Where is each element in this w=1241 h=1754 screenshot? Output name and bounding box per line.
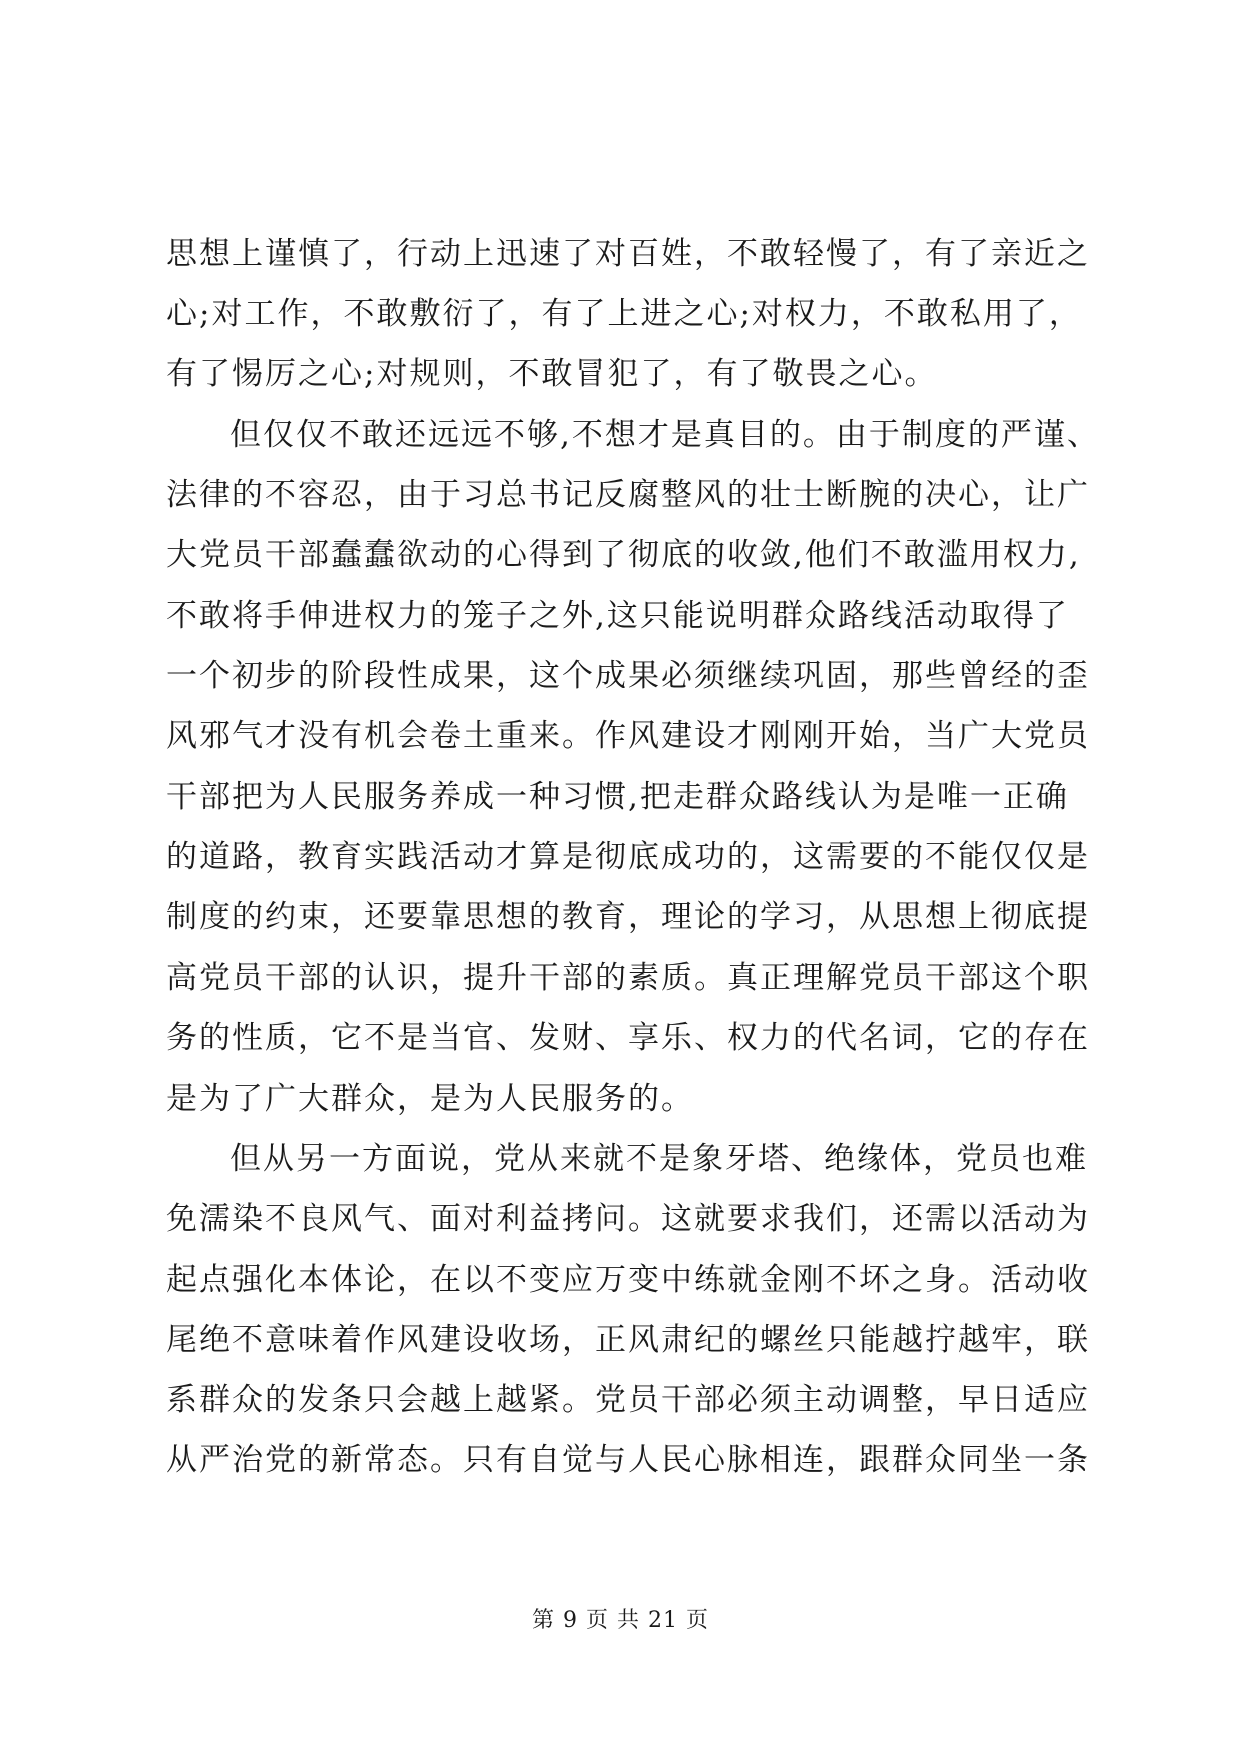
body-line: 干部把为人民服务养成一种习惯,把走群众路线认为是唯一正确	[166, 779, 1069, 815]
body-line: 风邪气才没有机会卷土重来。作风建设才刚刚开始，当广大党员	[166, 718, 1090, 754]
page-number-footer: 第 9 页 共 21 页	[532, 1608, 709, 1633]
body-line: 不敢将手伸进权力的笼子之外,这只能说明群众路线活动取得了	[166, 598, 1069, 634]
body-line: 制度的约束，还要靠思想的教育，理论的学习，从思想上彻底提	[166, 899, 1090, 935]
body-line: 免濡染不良风气、面对利益拷问。这就要求我们，还需以活动为	[166, 1201, 1090, 1237]
body-line: 尾绝不意味着作风建设收场，正风肃纪的螺丝只能越拧越牢，联	[166, 1322, 1090, 1358]
body-line: 大党员干部蠢蠢欲动的心得到了彻底的收敛,他们不敢滥用权力,	[166, 537, 1081, 573]
body-line: 是为了广大群众，是为人民服务的。	[166, 1081, 694, 1117]
body-line: 心;对工作，不敢敷衍了，有了上进之心;对权力，不敢私用了，	[166, 296, 1082, 332]
body-line: 务的性质，它不是当官、发财、享乐、权力的代名词，它的存在	[166, 1020, 1090, 1056]
body-line: 但从另一方面说，党从来就不是象牙塔、绝缘体，党员也难	[230, 1141, 1088, 1177]
body-line: 但仅仅不敢还远远不够,不想才是真目的。由于制度的严谨、	[230, 417, 1100, 453]
body-line: 起点强化本体论，在以不变应万变中练就金刚不坏之身。活动收	[166, 1262, 1090, 1298]
body-line: 法律的不容忍，由于习总书记反腐整风的壮士断腕的决心，让广	[166, 477, 1090, 513]
body-line: 从严治党的新常态。只有自觉与人民心脉相连，跟群众同坐一条	[166, 1442, 1090, 1478]
body-line: 一个初步的阶段性成果，这个成果必须继续巩固，那些曾经的歪	[166, 658, 1090, 694]
body-line: 有了惕厉之心;对规则，不敢冒犯了，有了敬畏之心。	[166, 356, 938, 392]
body-line: 思想上谨慎了，行动上迅速了对百姓，不敢轻慢了，有了亲近之	[166, 236, 1090, 272]
body-line: 系群众的发条只会越上越紧。党员干部必须主动调整，早日适应	[166, 1382, 1090, 1418]
body-line: 高党员干部的认识，提升干部的素质。真正理解党员干部这个职	[166, 960, 1090, 996]
body-line: 的道路，教育实践活动才算是彻底成功的，这需要的不能仅仅是	[166, 839, 1090, 875]
